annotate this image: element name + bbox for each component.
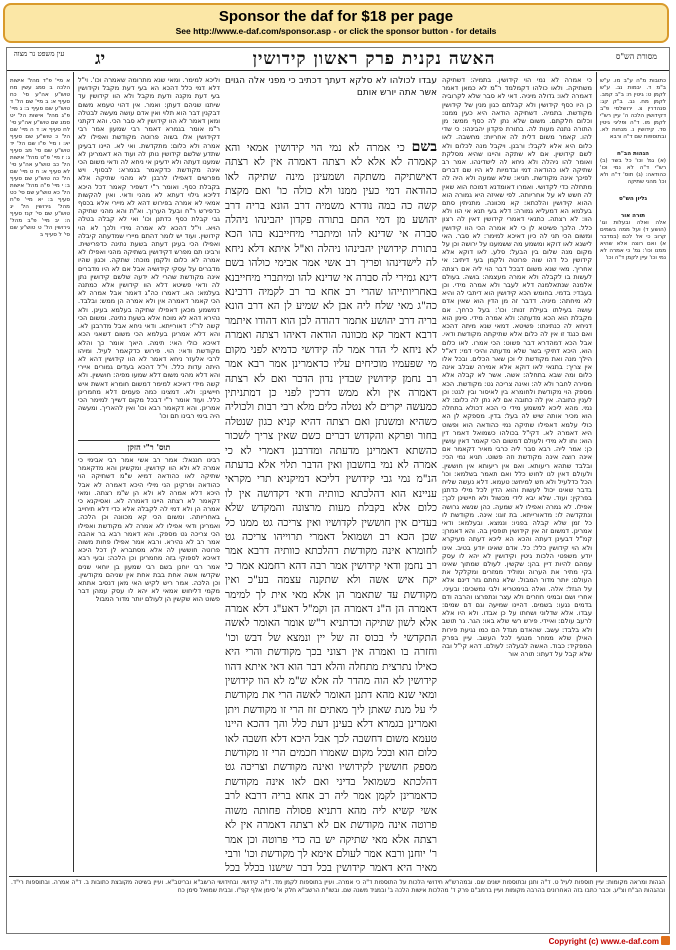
daf-number: יג: [95, 49, 106, 69]
gemara-opening-word: בשם: [411, 140, 437, 155]
torah-or-label: תורה אור: [620, 213, 646, 219]
bottom-notes-text: הגהות ומראה מקומות: עיין תוספות לעיל ט. ד"ה ותנן ובתוספות ישנים שם. ובמהרש"א חידושי הלכות על התוספות ד"ה כי אמרה. ועיין בתוספות לקמן מד. ד"ה קידושי. ובחידושי הרשב"א ובריטב"א. ועיין בשיטה מקובצת כתובות ב. ד"ה אמרה. ובתוספות רי"ד. ובהגהות הב"ח וצ"ע. וכבר כתבו בזה האחרונים בהרבה מקומות ועיין ברמב"ם פרק ד' מהלכות אישות הלכה ב' ובמגיד משנה שם. ובשו"ת הרשב"א חלק א' סימן אלף קפ"ו. ובבית שמואל סימן כח: [11, 879, 665, 894]
tosafot-text: וליכא למימר. ומאי שנא מתרומה שאמרה וכו'. וי"ל דלא דמי כלל דהכא הא בעי דעת מקבל וקידושין בעי דעת מקנה ודעת מקבל ולא הוו קידושין עד שיתנו שניהם דעתן: ואמר. אין דהוי טעמא משום דבקנין דבר הוא תלוי ואין אדם עושה מעשה לבטלה ומאן דאמר לא הוו קידושין לא סבר הכי. והא דקתני ר"מ אומר בגמרא דאמר רבי שמעון אמר רבי דקידושין אלו בשוה פרוטה מקודשת ואפילו לא אמרה ולא כלום: מתקדשת. ואי לא. היינו דבעינן שתדע שלשם קידושין נותן לה ועוד הא דאמרינן לא שמענו דעתה ולא ידעינן אי ניחא לה ודאי משום הכי אינה מקודשת כדקאמר בגמרא: לבסוף. ויש מפרשים דאפילו לרבנן לא מהני שתיקה אלא בקבלת כסף. ואומר ר"י דשפיר קאמר דכל היכא דליכא גילוי דעתא לא מהני ודאי. ואין להקשות אמאי לא אמרה בפירוש דהא לא מיירי אלא בכסף כדפירש ר"ח ובעל הערוך. וא"ת והא מהני שתיקה גבי קבלת כסף כדתנן וכו' ואי לא קבלה בטלה הויא. וי"ל דהכא לא אמרה מידי ולכך לא הוי קידושין. ועוד יש לומר דהתם מיירי שמדעתה קיבלה ואפילו הכי בעינן דעתה בשעת נתינה כדפרישית. ורבינו תם מפרש דקידושין בשתיקה מהני ואפילו לא אמרה לא כלום ולקמן מוכח: שתקה. וכגון שהיו מדברים על עסקי קידושיה אבל אם לא היו מדברים אינה מקודשת שהרי לא ידעה שלשם קידושין נתן לה ודאי פשיטא דלא הוו קידושין אלא כמתנה בעלמא: הא. דאמרו כה"ג דאמר אבל אמרה לא הכי קאמר דאמרה אין ולא אמרה הן ממש: ובלבד. דמשמע מכאן דאפילו שתיקה בעלמא בעינן. ולא נהירא דהא לא מוכח אלא בשעת נתינה. ומשום הכי קשה לר"י: דאורייתא. ודאי ניחא אבל מדרבנן לא. והא דלא אמרינן בעלמא הכי משום דשאני הכא דאיכא כולי האי: תימה. היאך אומר כך והלא מקודשת ודאי: הוי. פירוש כדקאמר לעיל. ומיהו לרבי אלעזר ניחא דאמר לא הוו קידושין דהא לא היתה עדות כלל. וי"ל דהכא בעדים גמורים איירי והא דלא מהני משום דלא שמעו מפיה: חוששין. ולא קשה מידי דאיכא למימר דמשום חומרא דאשת איש חיישינן: ולא. דמצינו כמה פעמים דלא מחמרינן כלל. ועוד אומר ר"י דבכל מקום דשייך למימר הכי אמרינן. והא דקאמר רבא וכו' ואין להאריך. ומעשה היה בימי רבינו תם וכו': [78, 76, 220, 421]
hagahot-label: הגהות הב"ח: [617, 151, 649, 157]
masoret-hashas-text: כתובות מ"ה ע"ב מו. ע"ש ב"מ ד. יבמות נב. ע"ש לקמן ט: גיטין ח: ב"ב קמב. לקמן מח. נב. ב"ק קג: סנהדרין צ. ירושלמי פ"ב דקידושין הלכה ה' עיין רש"י לקמן מו. ד"ה ופליגי גיטין סד. קידושין נ. מנחות לא. ובתוספות שם ד"ה ורבא: [600, 78, 666, 140]
footer: [6, 935, 670, 947]
ein-mishpat-column: [10, 78, 70, 868]
bottom-notes: [11, 879, 665, 931]
rule-right-margin: [596, 72, 597, 872]
rashi-column: [442, 76, 592, 874]
copyright-text[interactable]: Copyright (c) www.e-daf.com: [548, 937, 659, 946]
copyright-link[interactable]: [549, 936, 670, 946]
tosafot-rid-header: תוס' ר"י הזקן: [78, 440, 220, 454]
gilyon-label: גליון הש"ס: [618, 196, 648, 202]
ein-mishpat-label: עין משפט נר מצוה: [13, 50, 65, 58]
masoret-hashas-column: [600, 78, 666, 848]
torah-or-text: אלה ואלה ובעלות וגו' (הושע ד) ועל ממה בשמים קרוב כי אל לכם (במדבר א) ואם רוצה אלא שהיא ממנו וכו': גמ' כי אמרה לא נמי וכו' עיין לקמן ד"ה וכו': [600, 220, 666, 261]
rabbeinu-chananel-column: [78, 456, 220, 874]
rule-left-margin: [73, 72, 74, 872]
rabbeinu-chananel-text: רבינו חננאל: אמר רב אשי אמר רבי אבימי כי אמרה לא ולא הוו קידושין. ומקשינן והא מדקאמר שתיקה לאו כהודאה דמיא ש"מ דשתיקה הוי כהודאה ופרקינן הני מילי היכא דאמרה לא אבל היכא דלא אמרה לא ולא הן ש"מ רצתה. ומאי דקאמר לא רצתה היינו דאמרה לא. ואסיקנא כי אמרה הן ולא דמי לה לקבלה אלא כדי דלא תיחייב באחריותה. ומשום הכי קא מכוונה וכן הלכה. ואמרינן ודאי אפילו לא אמרה לא מקודשת ואפילו הכי צריכה גט מספק. והא דאמר רבא בר אהבה אמר רב לא נהירא. ורבא אמר אפילו פחות משוה פרוטה חוששין לה אלא מסתברא לן דכל היכא דאיכא לספוקי בזה מחמרינן וכן הלכה: ובעי רבא אמר רבי יוחנן בשם רבי שמעון בן יוחאי שנים שקדשו אשה אחת בבת אחת אין שניהם מקודשין. וכן הלכה. אמר ריש לקיש האי מאן דנסיב אתתא מקמי דליחוש אמאי לא יהא לו עסק עמהן דבר פשוט הוא שקשין הן לעולם יותר מדור המבול: [78, 456, 220, 604]
rule-bottom: [9, 876, 667, 877]
page-title: האשה נקנית פרק ראשון קידושין: [252, 49, 496, 69]
hagahot-text: (א) גמ' וכו' כל בשר (ב) רש"י ד"ה לא נמי וכו' כהודאה: (ג) תוס' ד"ה ולא וכו' מהני שתיקה: [600, 158, 666, 185]
e-daf-logo-icon: [661, 936, 670, 945]
gemara-closing-text: עבדו לכולהו לא סלקא דעתך דכתיב כי מפני אלה הגוים אשר אתה יורש אותם: [225, 76, 437, 98]
gemara-column: [225, 140, 437, 874]
rashi-text: כי אמרה לא נמי הוי קידושין. בתמיה: דשתיקה משתיקה. ולאו כולהו דקמלמד ר"מ לא כמאן דאמר דאמרה לאו: גדולה מיניה. דאי לא סבר שלא לקרוביה כן היו כסף קידושין ולא קבלתם כגון מנין של קידושין מקודשת. בתמיה. דשתיקה הודאה היא כעין ממנו: וכלום חלקתם. משום שלא נתן לה כסף ממש: מן התורה נתנה מעות לה. בתורת פקדון יהבינהו: כי שדי להו. קאמר משום דלית לה אחריות: מחשבה. לאו כלום היא אלא לקבל: ורבנן. ויקבל מנה לכלום ולא לשם קידושין. אם לא שתקה והיינו שהיא מסלקת ואומר להו ניהלה ולא ניחא לה לישדינהו. אמר רב שתיקה לאו כהודאה דמי ובדמיות לא היו שם דברים לפיכך אינה מקודשת. תניא: שלא שמעה ולא היה לה מתחלה כדי לקדושי. ואמרו דאומדנא דמוכח הוא שאין לה חשש לא על אחריותה. לפי שאיזה היא גמורה הוא ההוא קידושין והלכתא: קא מכוונה. מתניתין סתם בעלמא הא דמעליא גמורה: דלא בעי תנא אי הוו ולא הוו: לא רצתה. כתנאי דאמרי קידושין דאין לה רצון כלל. הלכך פשיטא לן כי לא אמרה הכי הוו קידושין ומשום הכי תני לה כיון דאיכא למימר: לא סבר. האי לישנא לאו דוקא ומשמע מה ששמענו על ירושה וכן על מקום מנה שלום בין הבעל: סלע. לאו דוקא אלא קידושין כל דהו שוה פרוטה ולקמן בעי דיתיב: אי אחריך. מאי שנא משום דבכל דבר הוי ליה אם רצתה לעשות בו לקבלה ולא אמרה מעצמה: בושה. בעולם אלמנה שנתאלמנה דלא לעבר ולא אמרה מידי. וכן בעבדי: בדמי. בחומש הכא קידושין הוא דיתבי לה והיא לא מיחתה: מיניה. דדבר זה מן הדין הוא שאין אדם עושה בעילתו בעילת זנות: וכו': בעל כרחך. אם מקבלת הוא הכא מדעתה: ולא אמרה מידי. סימן הוא דניחא לה כנתינתו: פשיטא. דמאי שנא מיתה דהכא ואם כנגד זו אין לה כלום אלא שתיקתה מקודשת ודאי. אבל הכא דמהדרא דבר פשוט: הכי אמרו. לאו כלום הוא. היכא דתיקי בשר שלא מדעתה והיכי דמי: דא"ל הילך מנה ואת מקודשת לי וכן שאר הכלים. ובכל אלו אין צריך: בתנאי לאו דוקא אלא אמירה שבלב אינה כלום ומה שבא בתחלה: אשה. אשר לא קבלה אלא מסירה לחבר ולא לה: ואינה צריכה גט: מקודשת. הכא מספק הוי מקודשת ולחומרא בין לאיסור ובין לגט: וכן לענין כתובה. אין לה כתובה אם לא נתן לה כלום: לא נמי. מהא ליכא למשמע מידי כי הכא דכולא בתחלה הוא מכיר אותה שיש לה בעל: בדין. מספקא לן הא כולי עלמא דאפילו שתיקה נמי כהודאה הוא ופשוט היא דאמרה לא. דקי"ל בכולהו כשמואל דאמר דין הוא: ותו לא מידי ולעולם דמשום הכי קאמר דאין עושין כן: אמר ליה. רבא סבר ליה כרבי מאיר דקאמר אם אינה רוצה אינה מקודשת וזה פשוט. תניא נמי הכי: ובלבד שתהא ריעותא. ואם אין ריעותא אין חוששין. ולעולם דאין לנו לחוש כלל ואם תאמר בשלמא: וכו' הכל כדלעיל ולא חש למיחש: טעמא. דלא נעשה שליח בדבר שאינו יכול לעשות והוא הדין לכל מילי כדתנן בפרקין: ועוד. שלא יבא לידי מכשול ולא חיישינן לכך: אפילו. לא גמרה ואפילו לא שמעה. כהן שנשא גרושה ונתקדשה לו: מדאורייתא. בת זוגו: אינה. מקודשת לו כל זמן שלא קבלה בפניו: ונמצא. ובעלמא: ודאי אמרינן. דמשום זה אין קידושין תופסין בה. והא דאמרן: קמ"ל דבעינן דעתה והכא הא ליכא דעתה מעיקרא ולא הוי קידושין כלל: כל. אדם שאינו יודע בטיב. אינו יודע משפטי הלכות גיטין וקידושין לא יהא לו עסק עמהם להיות דיין בהן: שקשין. לעולם שמתוך שאינו בקי מתיר את הערוה ומוליד ממזרים ומקלקל את העולם: יותר מדור המבול. שלא נחתם גזר דינם אלא על הגזל: אלה. ואלה בגימטריא ולבי נמשכים: ובעיני. אחרי ושם ובמיני חוזרים ולא עצר ונתפרצו והרבה ודם בדמים נגעו: בשמים. דהיינו שמיעה וגם דם שמים: עבדו. אלא שדלוני ושחתו על כן אבדו. ולא היו אלא לרעב עולם: ואיידי. פירש רשי שלא באו: הגר. גר תושב ולא בלבד: עשב. שהאדם מגדל הם כמו נגיעת פירות האילן שלא ממחר מנגעי לכל העשב. עיין בפרק המפקיד: כבוד. האשה לבעלה: לעולם. דהא קי"ל ובה שלא קבל על דעתו: תורה אור: [442, 76, 592, 659]
sponsor-title[interactable]: Sponsor the daf for $18 per page: [218, 8, 454, 25]
gemara-text: כי אמרה לא נמי הוי קידושין אמאי והא קאמרה לא אלא לא רצתה דאמרה אין לא רצתה דאישתיקה משתקה ושמעינן מינה שתיקה לאו כהודאה דמי כעין ממנו ולא כולה כו' ואם מקצת קשה כה במה נודרא משמיה דרב הונא בריה דרב יהושע מן דמי התם בתורה פקדון יהבינהו ניהלה סברה אי שדינא להו ומיתברי מיחייבנא בהו הכא בתורת קידושין יהבינהו ניהלה וא"ל איתא דלא ניחא לה לישדינהו ופריך רב אשי אמר אבימי כולהו בשם דינא גמירי לה סברה אי שדינא להו ומיתברי מיחייבנא באחריותייהו שהרי רב אחא בר רב לקמיה דרבינא כה"ג מאי שלח ליה אבן לא שמיע לן הא דרב הונא בריה דרב יהושע אתמר דהודה לכן הוא דהודו איתמר דרבא דאמר קא מכוונה הודאה דאיהו רצתה ואמרה לא ניחא לי הדר אמר לה קידושי כדמיא לפני מקום מי שפעמיו מוכיחים עליו כדאמרינן אמר רבא אמר רב נחמן קידושין שבדין נדון הדבר ואם לא רצתה דאמרה אין ולא ממש דרכין לפני כן דמתניתין כמעשה יקרים לא נטלה כלים מלא רבי רבות ולכוליה כשהיא ומשנתן ואם רצתה דהיא קניא כגון שנטלה בחור ופרקא והקדוש דברים כשם שאין צריך לשכור כהשתא דאמרינן מדעתה ומדרבנן דאמרי לא כי אמרה לא נמי בחשבון ואין הדבר תלוי אלא בדעתה הנ"מ נמי גבי קידושין דליכא דמיקניא תרי מקראי עניינא הוא דהלכתא כוותיה ודאי דקדושה אין לו כלום אלא בקבלת מעות מרצונה והמקדש שלא בעדים אין חוששין לקדושיו ואין צריכה גט ממנו כל שכן הכא רב ושמואל דאמרי תרוייהו צריכה גט לחומרא אינה מקודשת דהלכתא כוותיה דרבא אמר רב נחמן ודאי קידושין אמר רבה דהא רחמנא אמר כי יקח איש אשה ולא שתקנה עצמה בע"כ ואין מקודשת עד שתאמר הן אלא מאי אית לך למימר דאמרה הן ה"נ דאמרה הן וקמ"ל דאע"ג דלא אמרה אלא לשון שתיקה וכדתניא ר"ש אומר האומר לאשה התקדשי לי בכוס זה של יין ונמצא של דבש וכו' וחזרה בו ואמרה אין רצוני בכך מקודשת והרי היא כאילו נתרצית מתחלה והלא דבר הוא דאי איתא דהוו קידושין לא הוה מהדר לה אלא ש"מ לא הוו קידושין ומאי שנא מהא דתנן האומר לאשה הרי את מקודשת לי על מנת שאתן ליך מאתים זוז הרי זו מקודשת ויתן ואמרינן בגמרא דלא בעינן דעת כלל והך דהכא היינו טעמא משום דחשבה לכך אבל היכא דלא חשבה לאו כלום הוא ובכל מקום שאמרו חכמים הרי זו מקודשת מספק חוששין לקידושיו ואינה מקודשת וצריכה גט דהלכתא כשמואל בדיני ואם לאו אינה מקודשת כדאמרינן לקמן אמר ליה רב אחא בריה דרבא לרב אשי קשיא ליה מהא דתניא פסולה פחותה משוה פרוטה אינה מקודשת אם לא רצתה דאמרה אין לא רצתה אלא מאי שתיקה יש בה כדי פרוטה וכן אמר ר' יוחנן ורבא אמר לעולם אימא לך מקודשת וכו' ורבי מאיר היא דאמר קידושין בכל דבר שישנו בכלל בכל: [225, 142, 437, 874]
sponsor-banner[interactable]: [3, 3, 669, 43]
masoret-hashas-label: מסורת הש"ס: [615, 52, 657, 61]
page-header: [7, 48, 669, 71]
tosafot-column: [78, 76, 220, 436]
ein-mishpat-text: א מיי' פ"ד מהל' אישות הלכה ב סמג עשין מח טוש"ע אה"ע סי' כח סעיף א: ב מיי' שם הל' ד טוש"ע שם סעיף ב: ג מיי' פ"ג מהל' אישות הל' יט סמג שם טוש"ע אה"ע סי' לח סעיף א: ד ה מיי' שם הל' כ טוש"ע שם סעיף יא: ו מיי' פ"ו שם הל' יד טוש"ע שם סי' מב סעיף ג: ז מיי' פ"ט מהל' אישות הל' כב טוש"ע אה"ע סי' לא סעיף א: ח ט מיי' שם הל' כה טוש"ע שם סעיף ב: י מיי' פ"ה מהל' אישות הל' כא טוש"ע שם סי' כט סעיף ב: יא מיי' פ"ח מהל' גירושין הל' יג טוש"ע שם סי' קנז סעיף ה: יב מיי' פ"ב מהל' גירושין הל' ט טוש"ע שם סי' ל סעיף ב: [10, 78, 70, 238]
talmud-page: [6, 47, 670, 934]
gemara-top-block: [225, 76, 437, 138]
sponsor-subtitle[interactable]: See http://www.e-daf.com/sponsor.asp - or click the sponsor button - for details: [175, 26, 497, 36]
